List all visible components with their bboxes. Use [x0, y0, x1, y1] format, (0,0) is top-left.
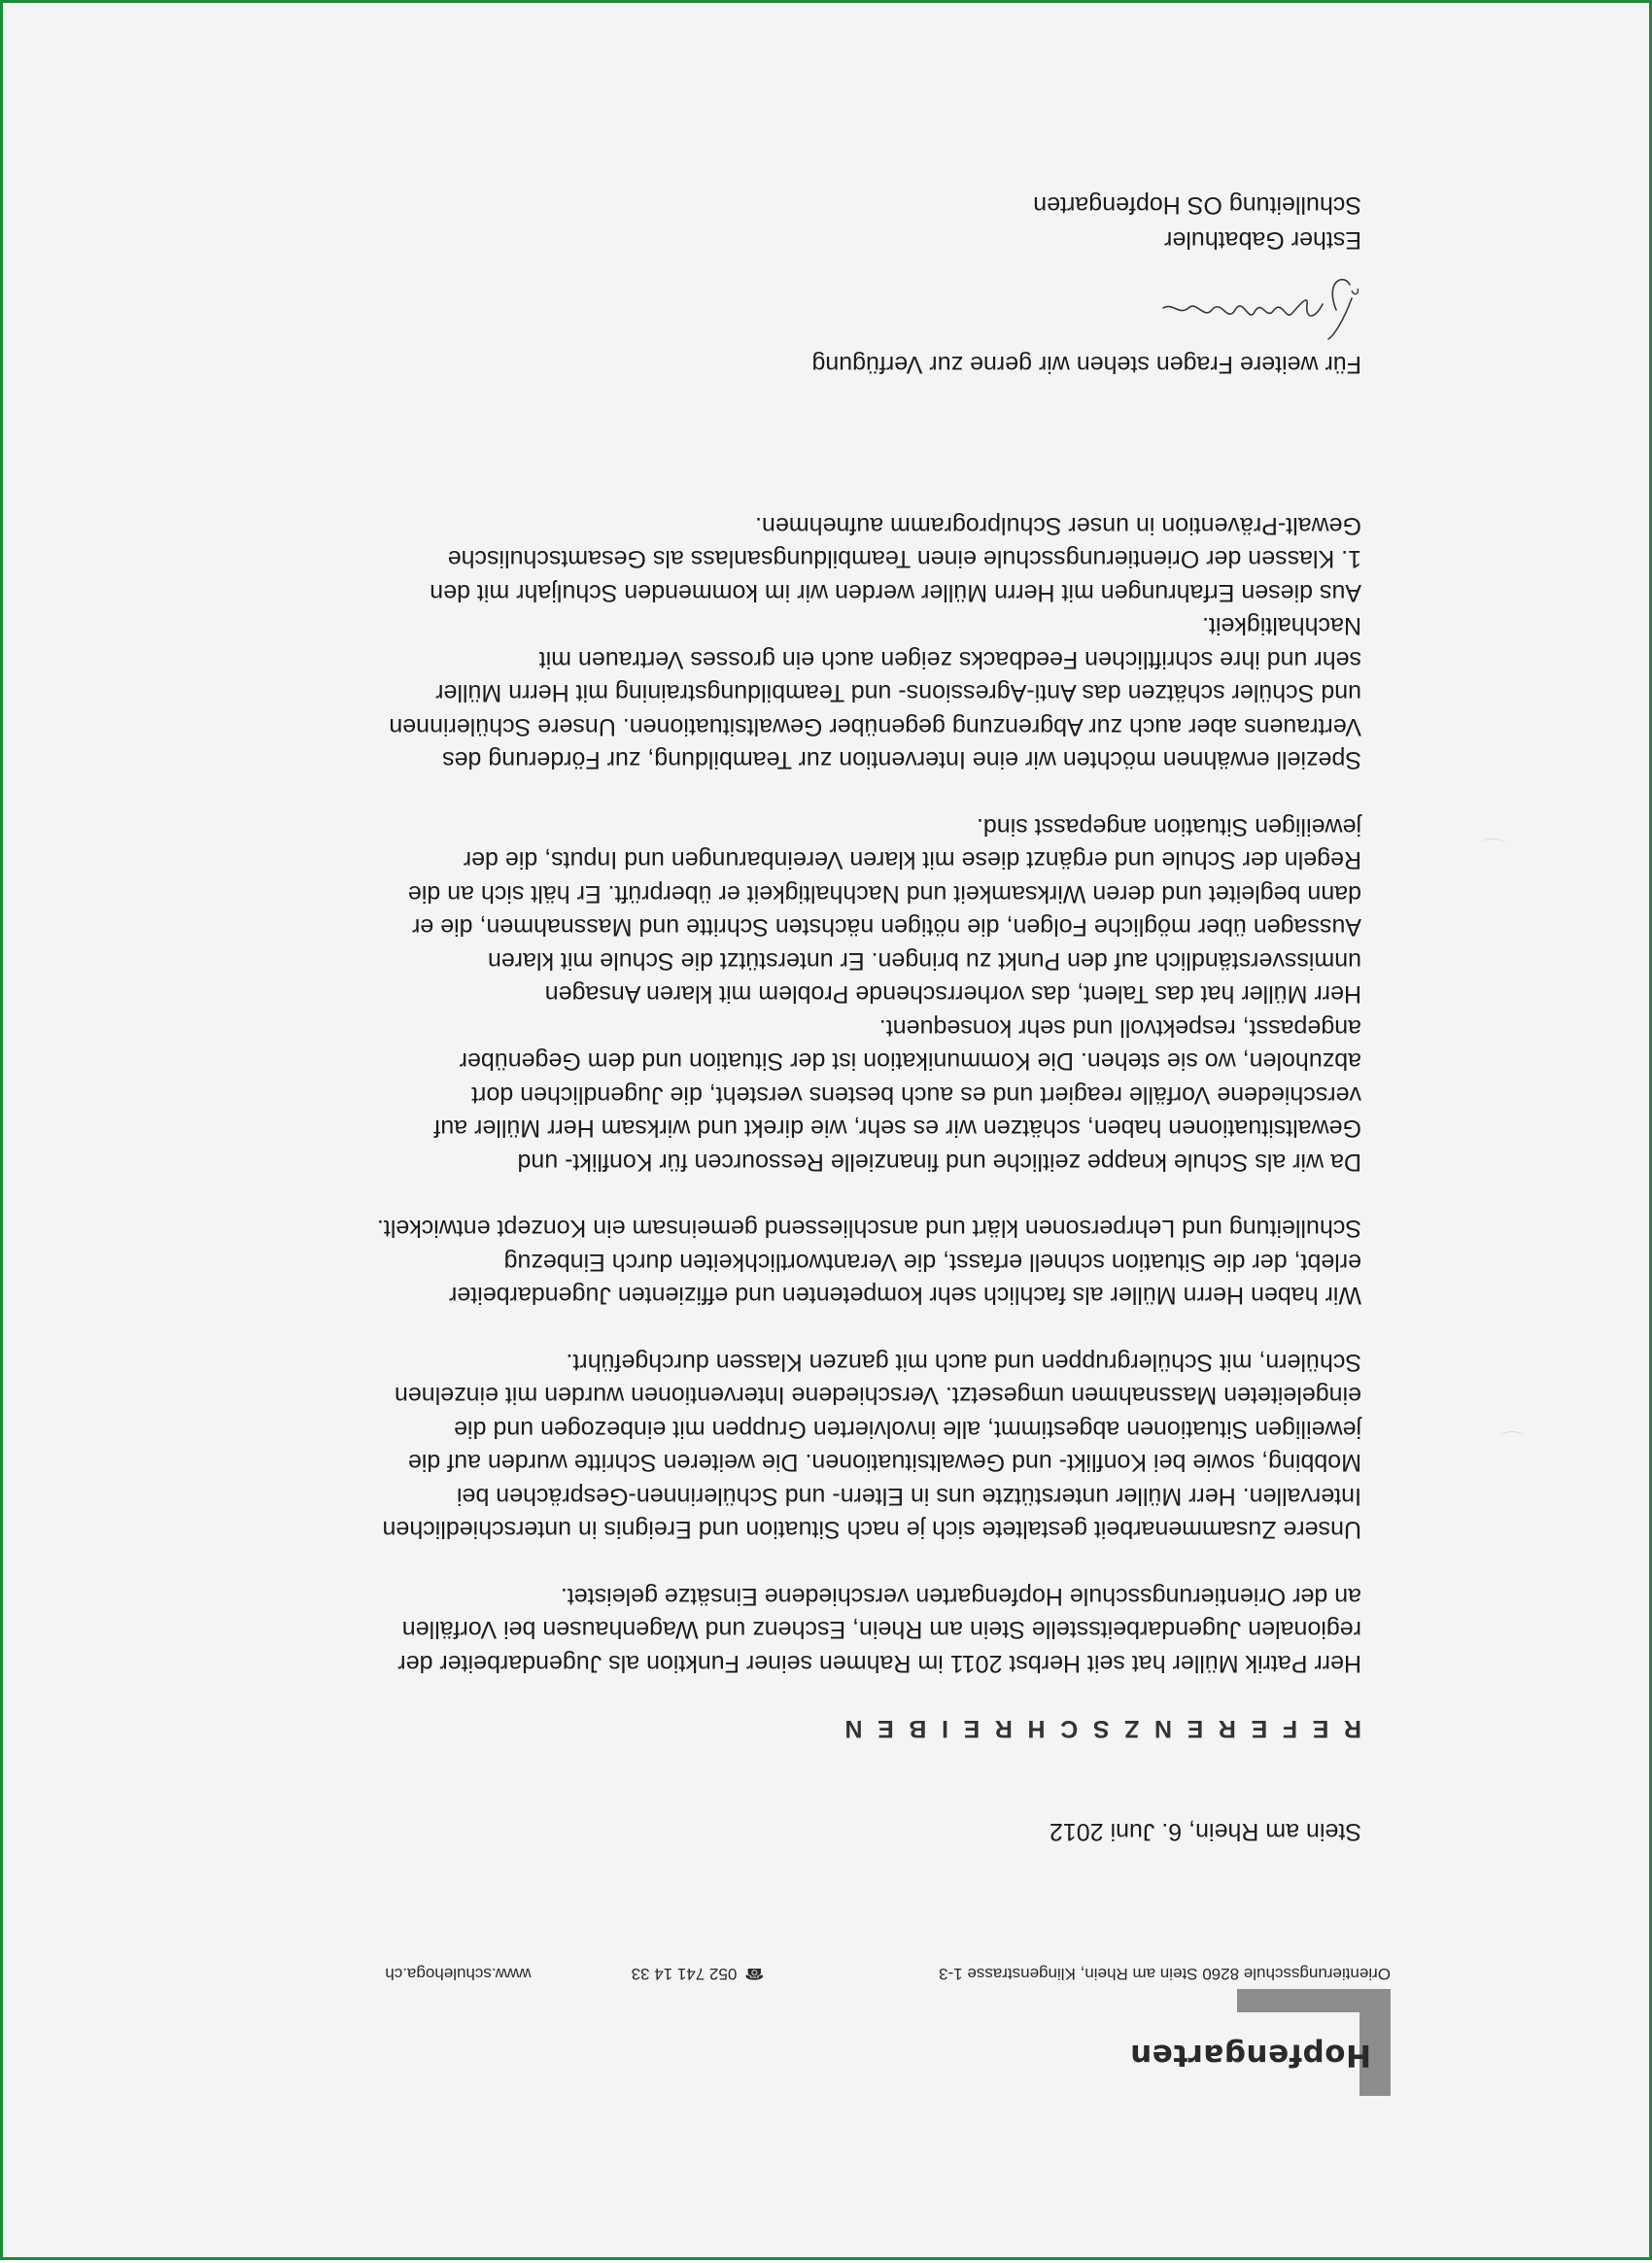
date-line: Stein am Rhein, 6. Juni 2012	[1049, 1818, 1361, 1845]
document-title: REFERENZSCHREIBEN	[829, 1715, 1361, 1742]
school-phone	[535, 1964, 764, 1983]
paragraph-intro: Herr Patrik Müller hat seit Herbst 2011 im Rahmen seiner Funktion als Jugendarbeiter der regionalen Jugendarbeitsstelle Stein am Rhein, Eschenz und Wagenhausen bei Vorfällen an der Orientierungsschule Hopfengarten verschiedene Einsätze geleistet.	[397, 1583, 1361, 1677]
scan-artifact	[1499, 1431, 1525, 1444]
school-address: Orientierungsschule 8260 Stein am Rhein, Klingenstrasse 1-3	[939, 1965, 1391, 1983]
telephone-icon: ☎	[744, 1965, 765, 1981]
handwritten-signature	[1072, 271, 1363, 349]
paragraph-assessment: Wir haben Herrn Müller als fachlich sehr kompetenten und effizienten Jugendarbeiter erlebt, der die Situation schnell erfasst, die Verantwortlichkeiten durch Einbezug Schulleitung und Lehrpersonen klärt und anschliessend gemeinsam ein Konzept entwickelt.	[376, 1215, 1361, 1310]
letterhead-address-line	[88, 1964, 1391, 1983]
scan-artifact	[1480, 839, 1505, 851]
logo-bar-horizontal	[1237, 1989, 1391, 2012]
phone-number: 052 741 14 33	[631, 1965, 738, 1983]
paragraph-teambuilding: Speziell erwähnen möchten wir eine Intervention zur Teambildung, zur Förderung des Vertrauens aber auch zur Abgrenzung gegenüber Gewaltsituationen. Unsere Schülerinnen und Schüler schätzen das Anti-Agressions- und Teambildungstraining mit Herrn Müller sehr und ihre schriftlichen Feedbacks zeigen auch ein grosses Vertrauen mit Nachhaltigkeit. Aus diesen Erfahrungen mit Herrn Müller werden wir im kommenden Schuljahr mit den 1. Klassen der Orientierungsschule einen Teambildungsanlass als Gesamtschulische Gewalt-Prävention in unser Schulprogramm aufnehmen.	[389, 512, 1361, 774]
closing-line: Für weitere Fragen stehen wir gerne zur Verfügung	[811, 351, 1361, 378]
paragraph-approach: Da wir als Schule knappe zeitliche und finanzielle Ressourcen für Konflikt- und Gewaltsituationen haben, schätzen wir es sehr, wie direkt und wirksam Herr Müller auf verschiedene Vorfälle reagiert und es auch bestens versteht, die Jugendlichen dort abzuholen, wo sie stehen. Die Kommunikation ist der Situation und dem Gegenüber angepasst, respektvoll und sehr konsequent. Herr Müller hat das Talent, das vorherrschende Problem mit klaren Ansagen unmissverständlich auf den Punkt zu bringen. Er unterstützt die Schule mit klaren Aussagen über mögliche Folgen, die nötigen nächsten Schritte und Massnahmen, die er dann begleitet und deren Wirksamkeit und Nachhaltigkeit er überprüft. Er hält sich an die Regeln der Schule und ergänzt diese mit klaren Vereinbarungen und Inputs, die der jeweiligen Situation angepasst sind.	[407, 813, 1361, 1176]
signer-name: Esther Gabathuler	[1164, 226, 1361, 254]
letter-sheet	[3, 3, 1652, 2263]
letter-body	[0, 509, 1361, 1681]
school-website: www.schulehoga.ch	[385, 1965, 532, 1983]
signer-role: Schulleitung OS Hopfengarten	[1033, 191, 1361, 219]
school-logo-text: Hopfengarten	[1129, 2038, 1371, 2073]
paragraph-collaboration: Unsere Zusammenarbeit gestaltete sich je nach Situation und Ereignis in unterschiedlichen Intervallen. Herr Müller unterstützte uns in Eltern- und Schülerinnen-Gesprächen bei Mobbing, sowie bei Konflikt- und Gewaltsituationen. Die weiteren Schritte wurden auf die jeweiligen Situationen abgestimmt, alle involvierten Gruppen mit einbezogen und die eingeleiteten Massnahmen umgesetzt. Verschiedene Interventionen wurden mit einzelnen Schülern, mit Schülergruppen und auch mit ganzen Klassen durchgeführt.	[382, 1349, 1361, 1544]
